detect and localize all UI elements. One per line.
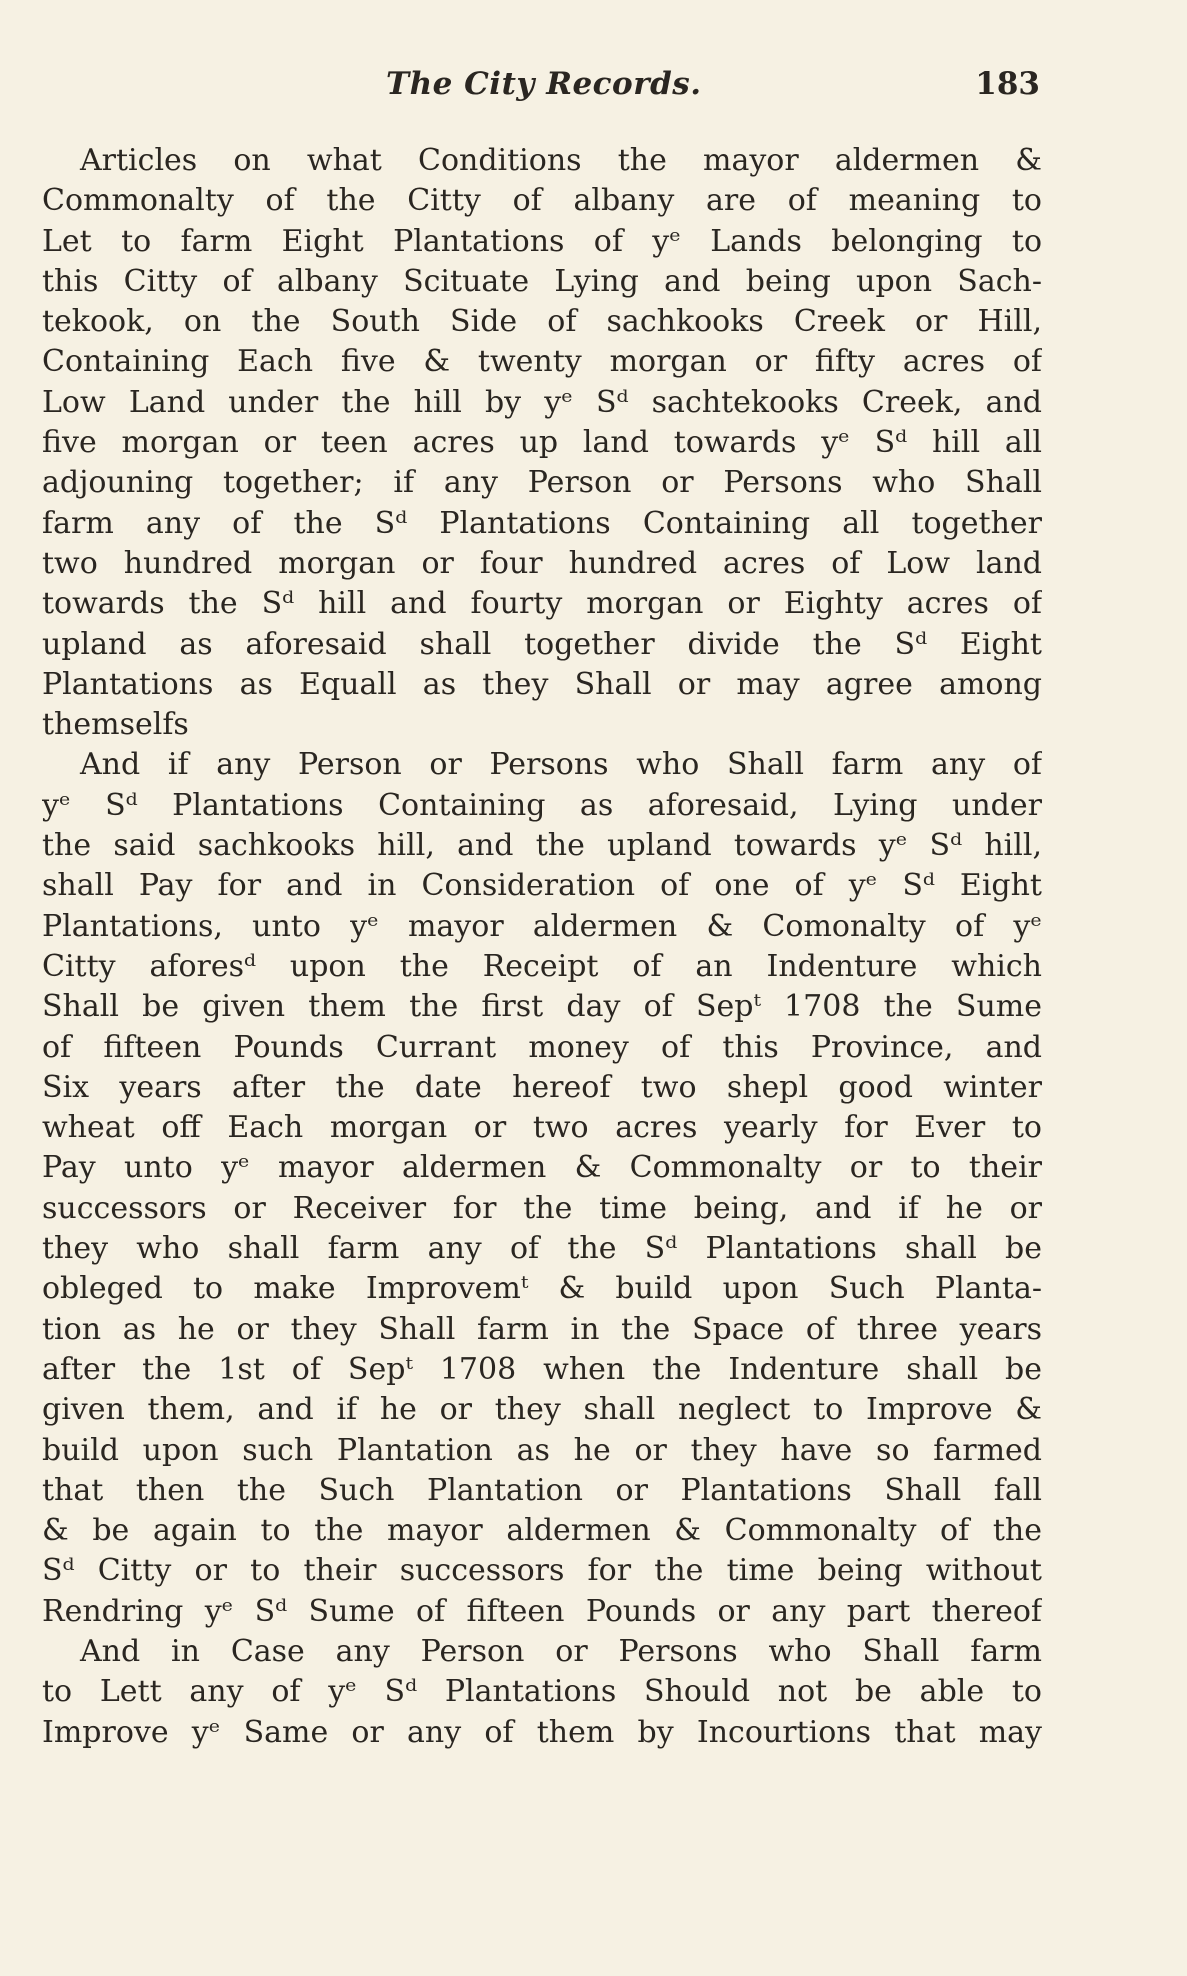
text-line: Articles on what Conditions the mayor aldermen & xyxy=(80,143,1042,178)
text-line: And in Case any Person or Persons who Shall farm xyxy=(80,1633,1042,1669)
text-line: five morgan or teen acres up land towards yᵉ Sᵈ hill all xyxy=(42,425,1042,461)
text-line: tion as he or they Shall farm in the Space of three years xyxy=(42,1311,1042,1347)
text-line: tekook, on the South Side of sachkooks Creek or Hill, xyxy=(42,304,1042,340)
text-line: successors or Receiver for the time being, and if he or xyxy=(42,1190,1042,1226)
text-line: to Lett any of yᵉ Sᵈ Plantations Should not be able to xyxy=(42,1674,1042,1710)
text-line: two hundred morgan or four hundred acres of Low land xyxy=(42,545,1042,581)
text-line: that then the Such Plantation or Plantations Shall fall xyxy=(42,1472,1042,1508)
page-number: 183 xyxy=(975,66,1040,102)
text-line: Low Land under the hill by yᵉ Sᵈ sachtekooks Creek, and xyxy=(42,384,1042,420)
text-line: farm any of the Sᵈ Plantations Containing all together xyxy=(42,505,1042,541)
running-head xyxy=(40,66,1040,114)
text-line: they who shall farm any of the Sᵈ Plantations shall be xyxy=(42,1231,1042,1267)
text-line: of fifteen Pounds Currant money of this Province, and xyxy=(42,1029,1042,1065)
text-line: Pay unto yᵉ mayor aldermen & Commonalty or to their xyxy=(42,1150,1042,1186)
text-line: obleged to make Improvemᵗ & build upon Such Planta- xyxy=(42,1271,1042,1307)
text-line: given them, and if he or they shall neglect to Improve & xyxy=(42,1392,1042,1428)
text-line: build upon such Plantation as he or they have so farmed xyxy=(42,1432,1042,1468)
text-line: Six years after the date hereof two shepl good winter xyxy=(42,1069,1042,1105)
text-line: Containing Each five & twenty morgan or fifty acres of xyxy=(42,344,1042,380)
text-line: yᵉ Sᵈ Plantations Containing as aforesaid, Lying under xyxy=(42,787,1042,823)
running-title: The City Records. xyxy=(386,66,702,102)
text-line: Plantations, unto yᵉ mayor aldermen & Comonalty of yᵉ xyxy=(42,908,1042,944)
text-line: shall Pay for and in Consideration of one of yᵉ Sᵈ Eight xyxy=(42,868,1042,904)
text-line: Shall be given them the first day of Sepᵗ 1708 the Sume xyxy=(42,989,1042,1025)
text-line: & be again to the mayor aldermen & Commonalty of the xyxy=(42,1513,1042,1549)
text-line: after the 1st of Sepᵗ 1708 when the Indenture shall be xyxy=(42,1351,1042,1387)
text-line: And if any Person or Persons who Shall farm any of xyxy=(80,747,1042,783)
text-line: Improve yᵉ Same or any of them by Incourtions that may xyxy=(42,1714,1042,1750)
text-line: Citty aforesᵈ upon the Receipt of an Indenture which xyxy=(42,948,1042,984)
text-line: upland as aforesaid shall together divide the Sᵈ Eight xyxy=(42,626,1042,662)
text-line: Commonalty of the Citty of albany are of meaning to xyxy=(42,183,1042,219)
text-line: Sᵈ Citty or to their successors for the time being without xyxy=(42,1553,1042,1589)
text-line: Rendring yᵉ Sᵈ Sume of fifteen Pounds or any part thereof xyxy=(42,1593,1042,1629)
text-line: the said sachkooks hill, and the upland towards yᵉ Sᵈ hill, xyxy=(42,828,1042,864)
body-text xyxy=(42,141,1042,1753)
text-line: Let to farm Eight Plantations of yᵉ Lands belonging to xyxy=(42,223,1042,259)
text-line: Plantations as Equall as they Shall or may agree among xyxy=(42,666,1042,702)
text-line: wheat off Each morgan or two acres yearly for Ever to xyxy=(42,1110,1042,1146)
text-line: towards the Sᵈ hill and fourty morgan or Eighty acres of xyxy=(42,586,1042,622)
text-line: this Citty of albany Scituate Lying and being upon Sach- xyxy=(42,263,1042,299)
text-line: adjouning together; if any Person or Persons who Shall xyxy=(42,465,1042,501)
text-line: themselfs xyxy=(42,707,189,743)
